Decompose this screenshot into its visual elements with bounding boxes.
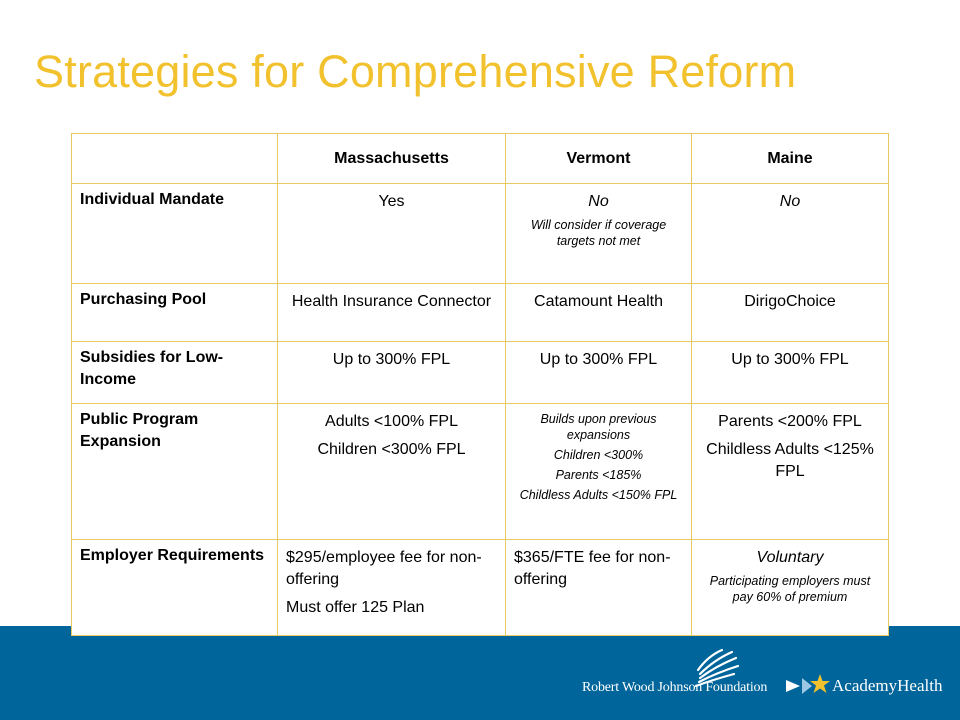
row-subsidies [72, 342, 889, 404]
header-massachusetts: Massachusetts [278, 134, 506, 184]
comparison-table [71, 133, 889, 636]
row-label: Employer Requirements [72, 540, 278, 636]
cell-me-expansion [692, 404, 889, 540]
vt-expansion-line: Parents <185% [555, 468, 642, 482]
ma-employer-line: Must offer 125 Plan [286, 599, 425, 616]
cell-ma-subsidies: Up to 300% FPL [278, 342, 506, 404]
ma-expansion-line: Children <300% FPL [317, 441, 466, 458]
vt-expansion-line: Builds upon previous expansions [540, 412, 657, 442]
cell-vt-mandate [506, 184, 692, 284]
me-expansion-line: Childless Adults <125% FPL [706, 441, 874, 480]
vt-mandate-note: Will consider if coverage targets not met [530, 218, 667, 248]
cell-ma-mandate: Yes [278, 184, 506, 284]
rwjf-logo-text: Robert Wood Johnson Foundation [582, 680, 768, 695]
cell-ma-expansion [278, 404, 506, 540]
vt-expansion-line: Children <300% [553, 448, 644, 462]
header-maine: Maine [692, 134, 889, 184]
row-public-program-expansion [72, 404, 889, 540]
row-label: Purchasing Pool [72, 284, 278, 342]
vt-mandate-main: No [588, 193, 609, 210]
academyhealth-star-icon [784, 672, 832, 698]
cell-ma-pool: Health Insurance Connector [278, 284, 506, 342]
me-employer-main: Voluntary [756, 549, 824, 566]
header-empty [72, 134, 278, 184]
row-purchasing-pool [72, 284, 889, 342]
ma-expansion-line: Adults <100% FPL [325, 413, 458, 430]
academyhealth-logo-text: AcademyHealth [832, 676, 943, 695]
header-row [72, 134, 889, 184]
cell-me-subsidies: Up to 300% FPL [692, 342, 889, 404]
me-expansion-line: Parents <200% FPL [718, 413, 862, 430]
cell-vt-subsidies: Up to 300% FPL [506, 342, 692, 404]
cell-vt-expansion [506, 404, 692, 540]
me-employer-note: Participating employers must pay 60% of premium [709, 574, 871, 604]
cell-vt-employer: $365/FTE fee for non-offering [506, 540, 692, 636]
cell-ma-employer [278, 540, 506, 636]
cell-vt-pool: Catamount Health [506, 284, 692, 342]
row-individual-mandate [72, 184, 889, 284]
header-vermont: Vermont [506, 134, 692, 184]
slide-title: Strategies for Comprehensive Reform [34, 46, 797, 97]
row-label: Public Program Expansion [72, 404, 278, 540]
cell-me-employer [692, 540, 889, 636]
row-label: Individual Mandate [72, 184, 278, 284]
cell-me-mandate: No [692, 184, 889, 284]
row-employer-requirements [72, 540, 889, 636]
row-label: Subsidies for Low-Income [72, 342, 278, 404]
ma-employer-line: $295/employee fee for non-offering [286, 549, 482, 588]
vt-expansion-line: Childless Adults <150% FPL [519, 488, 678, 502]
cell-me-pool: DirigoChoice [692, 284, 889, 342]
